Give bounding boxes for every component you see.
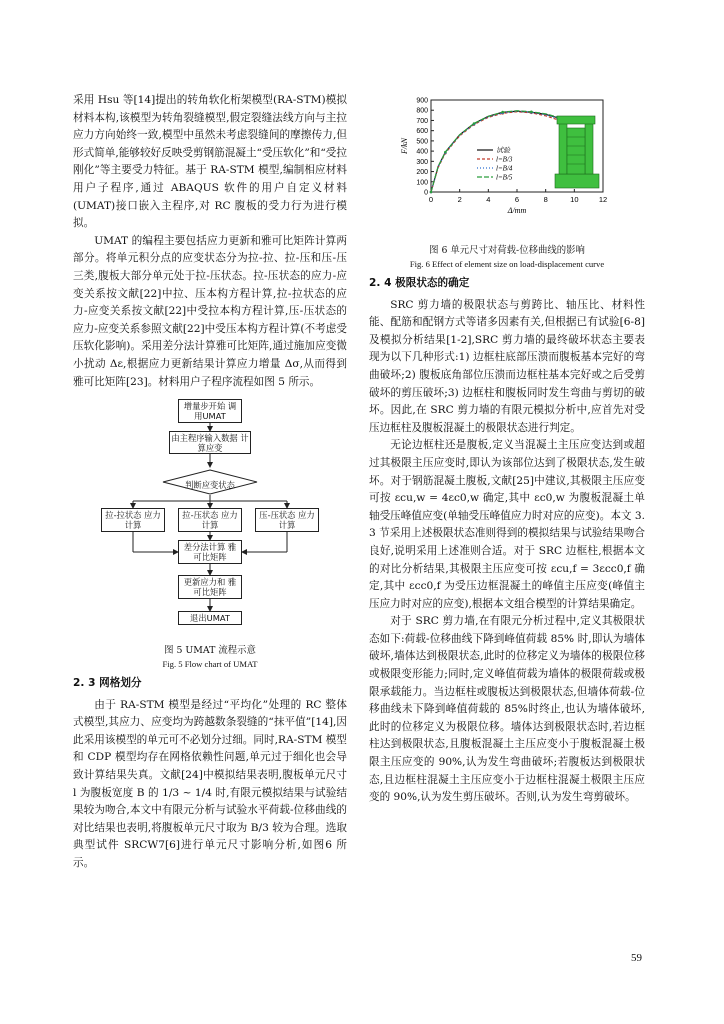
paragraph-limit-strain: 无论边框柱还是腹板,定义当混凝土主压应变达到或超过其极限主压应变时,即认为该部位达到了极限状态,发生破坏。对于钢筋混凝土腹板,文献[25]中建议,其极限主压应变可按 εcu,w = 4εc0,w 确定,其中 εc0,w 为腹板混凝土单轴受压峰值应变(单轴受压峰值应力时对应的应变)。本文 3. 3 节采用上述极限状态准则得到的模拟结果与试验结果吻合良好,说明采用上述准则合适。对于 SRC 边框柱,根据本文的对比分析结果,其极限主压应变可按 εcu,f = 3εcc0,f 确定,其中 εcc0,f 为受压边框混凝土的峰值主压应变(峰值主压应力时对应的应变),根据本文组合模型的计算结果确定。 — [369, 439, 645, 610]
y-tick-label: 800 — [416, 107, 428, 115]
y-tick-label: 0 — [424, 189, 428, 197]
flow-step-cc: 压-压状态 应力计算 — [255, 508, 319, 532]
fig5-caption-cn: 图 5 UMAT 流程示意 — [164, 645, 256, 657]
y-tick-label: 300 — [416, 158, 428, 166]
section-heading-2-4: 2. 4 极限状态的确定 — [369, 277, 470, 289]
flow-step-exit: 退出UMAT — [178, 611, 242, 625]
flow-step-update: 更新应力和 雅可比矩阵 — [178, 575, 242, 599]
section-heading-2-3: 2. 3 网格划分 — [73, 677, 142, 690]
figure-6 — [369, 92, 645, 244]
left-column — [73, 92, 347, 873]
y-axis-label: F/kN — [400, 138, 409, 154]
wall-mesh-illustration — [555, 116, 599, 188]
legend-label: l=B/4 — [496, 164, 513, 173]
flow-step-input: 由主程序输入数据 计算应变 — [169, 431, 251, 454]
wall-mesh-part — [567, 128, 585, 174]
right-column — [369, 92, 645, 807]
series-point-3 — [430, 191, 433, 194]
legend-label: 试验 — [496, 146, 510, 155]
paragraph-failure-modes: SRC 剪力墙的极限状态与剪跨比、轴压比、材料性能、配筋和配钢方式等诸多因素有关,但根据已有试验[6-8]及模拟分析结果[1-2],SRC 剪力墙的最终破坏状态主要表现为以下几种形式:1) 边框柱底部压溃而腹板基本完好的弯曲破坏;2) 腹板底角部位压溃而边框柱基本完好或之后受剪破坏的剪压破坏;3) 边框柱和腹板同时发生弯曲与剪切的破坏。因此,在 SRC 剪力墙的有限元模拟分析中,应首先对受压边框柱及腹板混凝土的极限状态进行判定。 — [369, 298, 645, 434]
series-point-3 — [444, 151, 447, 154]
wall-mesh-part — [585, 122, 593, 174]
series-point-3 — [473, 122, 476, 125]
x-tick-label: 8 — [543, 195, 548, 204]
paragraph-limit-state: 对于 SRC 剪力墙,在有限元分析过程中,定义其极限状态如下:荷载-位移曲线下降到峰值荷载 85% 时,即认为墙体破坏,墙体达到极限状态,此时的位移定义为墙体的极限位移或极限变形能力;同时,定义峰值荷载为墙体的极限荷载或极限承载能力。当边框柱或腹板达到极限状态,但墙体荷载-位移曲线未下降到峰值荷载的 85%时终止,也认为墙体破坏,此时的位移定义为极限位移。墙体达到极限状态时,若边框柱达到极限状态,且腹板混凝土主压应变小于腹板混凝土极限主压应变的 90%,认为发生弯曲破坏;若腹板达到极限状态,且边框柱混凝土主压应变小于边框柱混凝土极限主压应变的 90%,认为发生剪压破坏。否则,认为发生弯剪破坏。 — [369, 615, 645, 804]
x-tick-label: 2 — [457, 195, 462, 204]
x-tick-label: 0 — [428, 195, 434, 204]
series-point-3 — [501, 111, 504, 114]
x-tick-label: 10 — [570, 195, 579, 204]
y-tick-label: 600 — [416, 128, 428, 136]
y-tick-label: 100 — [416, 179, 428, 187]
flowchart-umat — [73, 397, 347, 642]
legend-label: l=B/3 — [496, 155, 513, 164]
flow-step-start: 增量步开始 调用UMAT — [178, 399, 242, 423]
y-tick-label: 900 — [416, 97, 428, 105]
x-tick-label: 6 — [514, 195, 520, 204]
y-tick-label: 700 — [416, 117, 428, 125]
page-number: 59 — [631, 952, 642, 964]
y-tick-label: 400 — [416, 148, 428, 156]
wall-mesh-part — [555, 174, 599, 188]
fig6-caption-cn: 图 6 单元尺寸对荷载-位移曲线的影响 — [429, 245, 585, 256]
paragraph-mesh: 由于 RA-STM 模型是经过“平均化”处理的 RC 整体式模型,其应力、应变均为跨越数条裂缝的“抹平值”[14],因此采用该模型的单元可不必划分过细。同时,RA-STM 模型和 CDP 模型均存在网格依赖性问题,单元过于细化也会导致计算结果失真。文献[24]中模拟结果表明,腹板单元尺寸 l 为腹板宽度 B 的 1/3 ~ 1/4 时,有限元模拟结果与试验结果较为吻合,本文中有限元分析与试验水平荷载-位移曲线的对比结果也表明,将腹板单元尺寸取为 B/3 较为合理。选取典型试件 SRCW7[6]进行单元尺寸影响分析,如图6 所示。 — [73, 698, 347, 870]
x-axis-label: Δ/mm — [507, 206, 527, 215]
fig5-caption-en: Fig. 5 Flow chart of UMAT — [162, 659, 258, 670]
y-tick-label: 500 — [416, 138, 428, 146]
legend-label: l=B/5 — [496, 173, 513, 182]
flow-step-jacobian: 差分法计算 雅可比矩阵 — [178, 540, 242, 564]
x-tick-label: 12 — [598, 195, 608, 204]
load-displacement-chart — [369, 92, 645, 242]
wall-mesh-part — [559, 122, 567, 174]
flow-step-tc: 拉-压状态 应力计算 — [178, 508, 242, 532]
series-point-3 — [530, 110, 533, 113]
y-tick-label: 200 — [416, 169, 428, 177]
x-tick-label: 4 — [486, 195, 491, 204]
paragraph-umat: UMAT 的编程主要包括应力更新和雅可比矩阵计算两部分。将单元积分点的应变状态分为拉-拉、拉-压和压-压三类,腹板大部分单元处于拉-压状态。拉-压状态的应力-应变关系按文献[22]中拉、压本构方程计算,拉-拉状态的应力-应变关系按文献[22]中受拉本构方程计算,压-压状态的应力-应变关系参照文献[22]中受压本构方程计算(不考虑受压软化影响)。采用差分法计算雅可比矩阵,通过施加应变微小扰动 Δε,根据应力更新结果计算应力增量 Δσ,从而得到雅可比矩阵[23]。材料用户子程序流程如图 5 所示。 — [73, 234, 347, 388]
flow-decision — [162, 469, 258, 495]
flow-decision-label: 判断应变状态 — [185, 480, 235, 491]
paragraph-ra-stm: 采用 Hsu 等[14]提出的转角软化桁架模型(RA-STM)模拟材料本构,该模型为转角裂缝模型,假定裂缝法线方向与主拉应力方向始终一致,模型中虽然未考虑裂缝间的摩擦传力,但形式简单,能够较好反映受剪钢筋混凝土“受压软化”和“受拉刚化”等主要受力特征。基于 RA-STM 模型,编制相应材料用户子程序,通过 ABAQUS 软件的用户自定义材料(UMAT)接口嵌入主程序,对 RC 腹板的受力行为进行模拟。 — [73, 94, 347, 230]
fig6-caption-en: Fig. 6 Effect of element size on load-displacement curve — [409, 259, 605, 269]
wall-mesh-part — [557, 116, 595, 124]
flow-step-tt: 拉-拉状态 应力计算 — [101, 508, 165, 532]
